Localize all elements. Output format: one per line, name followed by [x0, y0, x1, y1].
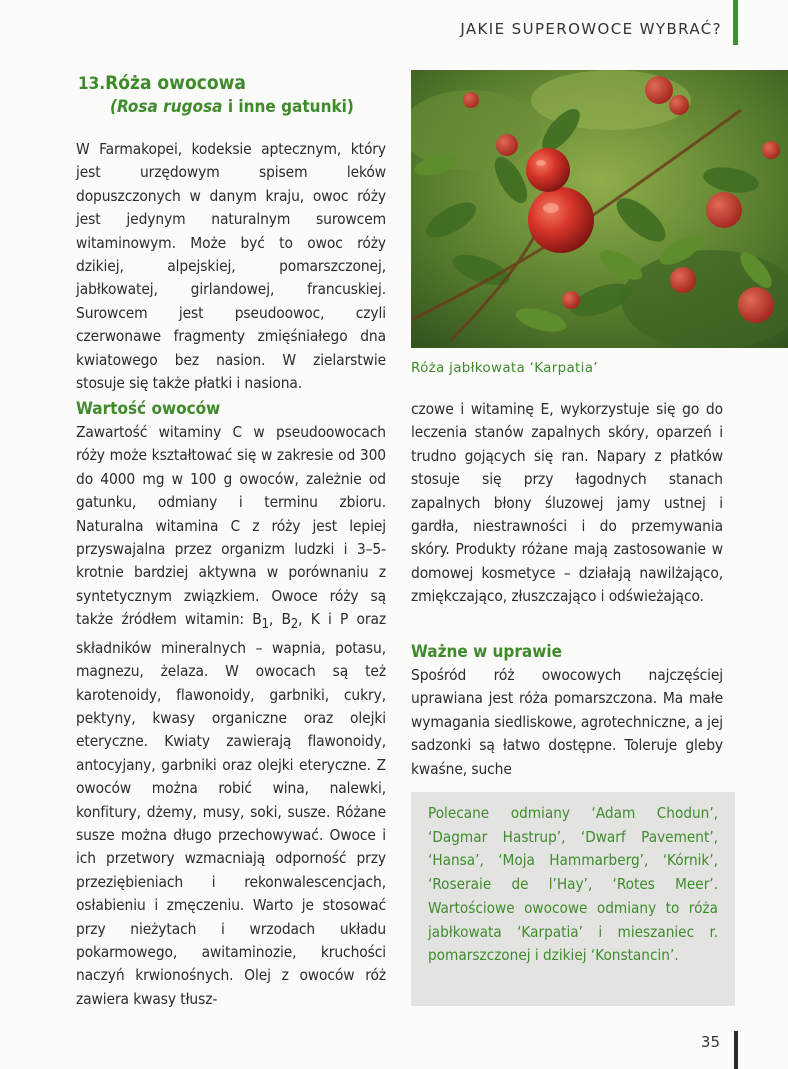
latin-name-rest: i inne gatunki)	[222, 97, 354, 117]
article-name: Róża owocowa	[105, 72, 246, 94]
photo-caption: Róża jabłkowata ‘Karpatia’	[411, 360, 598, 376]
header-rule	[733, 0, 738, 45]
intro-paragraph: W Farmakopei, kodeksie aptecznym, który jest urzędowym spisem leków dopuszczonych w danym kraju, owoc róży jest jedynym naturalnym surowcem witaminowym. Może być to owoc róży dzikiej, alpejskiej, pomarszczonej, jabłkowatej, girlandowej, francuskiej. Surowcem jest pseudoowoc, czyli czerwonawe fragmenty zmięśniałego dna kwiatowego bez nasion. W zielarstwie stosuje się także płatki i nasiona.	[76, 140, 386, 393]
footer-rule	[734, 1031, 738, 1069]
article-title	[78, 72, 388, 119]
rose-hip-photo	[411, 70, 788, 348]
running-header: JAKIE SUPEROWOCE WYBRAĆ?	[460, 20, 722, 38]
recommended-varieties-box	[411, 792, 735, 1006]
page-number: 35	[700, 1033, 720, 1051]
section-heading-value: Wartość owoców	[76, 399, 221, 419]
recommended-varieties-text: Polecane odmiany ‘Adam Chodun’, ‘Dagmar Hastrup’, ‘Dwarf Pavement’, ‘Hansa’, ‘Moja Hammarberg’, ‘Kórnik’, ‘Roseraie de l’Hay’, ‘Rotes Meer’. Wartościowe owocowe odmiany to róża jabłkowata ‘Karpatia’ i mieszaniec r. pomarszczonej i dzikiej ‘Konstancin’.	[428, 804, 718, 965]
cultivation-paragraph: Spośród róż owocowych najczęściej uprawiana jest róża pomarszczona. Ma małe wymagania siedliskowe, agrotechniczne, a jej sadzonki są łatwo dostępne. Toleruje gleby kwaśne, suche	[411, 666, 723, 778]
latin-name: (Rosa rugosa	[110, 97, 223, 117]
value-paragraph-left: Zawartość witaminy C w pseudoowocach róży może kształtować się w zakresie od 300 do 4000 mg w 100 g owoców, zależnie od gatunku, odmiany i terminu zbioru. Naturalna witamina C z róży jest lepiej przyswajalna przez organizm ludzki i 3–5-krotnie bardziej aktywna w porównaniu z syntetycznym związkiem. Owoce róży są także źródłem witamin: $B_1$, $B_2$, K i P oraz składników mineralnych – wapnia, potasu, magnezu, żelaza. W owocach są też karotenoidy, flawonoidy, garbniki, cukry, pektyny, kwasy organiczne oraz olejki eteryczne. Kwiaty zawierają flawonoidy, antocyjany, garbniki oraz olejki eteryczne. Z owoców można robić wina, nalewki, konfitury, dżemy, musy, soki, susze. Różane susze można długo przechowywać. Owoce i ich przetwory wzmacniają odporność przy przeziębieniach i rekonwalescencjach, osłabieniu i zmęczeniu. Warto je stosować przy nieżytach i wrzodach układu pokarmowego, awitaminozie, kruchości naczyń krwionośnych. Olej z owoców róż zawiera kwasy tłusz-	[76, 423, 387, 1008]
section-heading-cultivation: Ważne w uprawie	[411, 642, 562, 662]
value-paragraph-right: czowe i witaminę E, wykorzystuje się go do leczenia stanów zapalnych skóry, oparzeń i trudno gojących się ran. Napary z płatków stosuje się przy łagodnych stanach zapalnych błony śluzowej jamy ustnej i gardła, niestrawności i do przemywania skóry. Produkty różane mają zastosowanie w domowej kosmetyce – działają nawilżająco, zmiękczająco, złuszczająco i odświeżająco.	[411, 400, 723, 606]
article-number: 13.	[78, 74, 106, 94]
